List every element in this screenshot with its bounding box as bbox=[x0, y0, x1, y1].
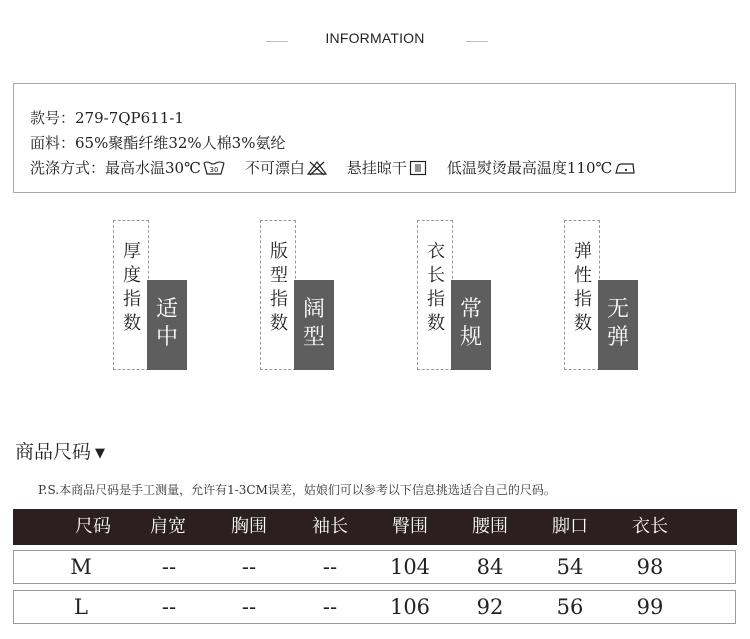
care-item-no-bleach-text: 不可漂白 bbox=[244, 159, 305, 177]
care-item-wash-text: 最高水温30℃ bbox=[105, 159, 201, 177]
index-value: 常 规 bbox=[451, 280, 491, 370]
header-cell: 腰围 bbox=[472, 516, 508, 537]
fabric-composition: 面料：65%聚酯纤维32%人棉3%氨纶 bbox=[30, 134, 286, 152]
elasticity-index bbox=[564, 220, 644, 372]
wash-30-icon bbox=[203, 160, 225, 180]
triangle-down-icon: ▼ bbox=[95, 446, 106, 461]
header-cell: 臀围 bbox=[392, 516, 428, 537]
table-cell: L bbox=[74, 595, 88, 619]
header-cell: 胸围 bbox=[231, 516, 267, 537]
care-label: 洗涤方式： bbox=[30, 159, 106, 177]
length-index bbox=[417, 220, 497, 372]
table-cell: 56 bbox=[556, 595, 584, 619]
header-cell: 袖长 bbox=[312, 516, 348, 537]
table-cell: -- bbox=[241, 555, 257, 579]
size-section-title bbox=[15, 437, 105, 464]
table-row bbox=[13, 590, 736, 624]
fit-index bbox=[260, 220, 340, 372]
header-cell: 肩宽 bbox=[150, 516, 186, 537]
size-table-header bbox=[13, 509, 737, 545]
header-cell: 脚口 bbox=[552, 516, 588, 537]
index-value: 无 弹 bbox=[598, 280, 638, 370]
no-bleach-icon bbox=[307, 160, 327, 180]
care-item-hang-dry bbox=[347, 157, 427, 180]
size-note: P.S.本商品尺码是手工测量，允许有1-3CM误差，姑娘们可以参考以下信息挑选适合自己的尺码。 bbox=[38, 483, 556, 497]
table-cell: -- bbox=[322, 595, 338, 619]
table-cell: -- bbox=[161, 555, 177, 579]
style-number: 款号：279-7QP611-1 bbox=[30, 109, 184, 127]
care-item-hang-dry-text: 悬挂晾干 bbox=[346, 159, 407, 177]
table-cell: 98 bbox=[636, 555, 664, 579]
table-cell: 84 bbox=[476, 555, 504, 579]
thickness-index bbox=[113, 220, 193, 372]
size-title-text: 商品尺码 bbox=[15, 441, 92, 463]
care-item-iron bbox=[447, 157, 636, 180]
index-label: 弹 性 指 数 bbox=[574, 241, 592, 334]
index-value: 适 中 bbox=[147, 280, 187, 370]
index-label: 厚 度 指 数 bbox=[123, 241, 141, 334]
hang-dry-icon bbox=[409, 160, 427, 180]
table-cell: 54 bbox=[556, 555, 584, 579]
table-row bbox=[13, 550, 736, 584]
care-item-wash bbox=[105, 157, 225, 180]
table-cell: 104 bbox=[389, 555, 431, 579]
table-cell: 99 bbox=[636, 595, 664, 619]
index-label: 版 型 指 数 bbox=[270, 241, 288, 334]
table-cell: -- bbox=[322, 555, 338, 579]
iron-low-icon bbox=[614, 160, 636, 180]
section-title: INFORMATION bbox=[325, 30, 425, 46]
svg-text:30: 30 bbox=[209, 166, 219, 174]
table-cell: -- bbox=[161, 595, 177, 619]
index-value: 阔 型 bbox=[294, 280, 334, 370]
section-header bbox=[0, 30, 750, 50]
header-cell: 衣长 bbox=[632, 516, 668, 537]
table-cell: 106 bbox=[389, 595, 431, 619]
product-info-box bbox=[13, 83, 736, 193]
header-cell: 尺码 bbox=[75, 516, 111, 537]
table-cell: -- bbox=[241, 595, 257, 619]
header-right-line bbox=[466, 41, 488, 42]
table-cell: M bbox=[70, 555, 92, 579]
care-item-no-bleach bbox=[245, 157, 327, 180]
care-item-iron-text: 低温熨烫最高温度110℃ bbox=[446, 159, 613, 177]
index-label: 衣 长 指 数 bbox=[427, 241, 445, 334]
care-instructions bbox=[30, 157, 656, 180]
table-cell: 92 bbox=[476, 595, 504, 619]
